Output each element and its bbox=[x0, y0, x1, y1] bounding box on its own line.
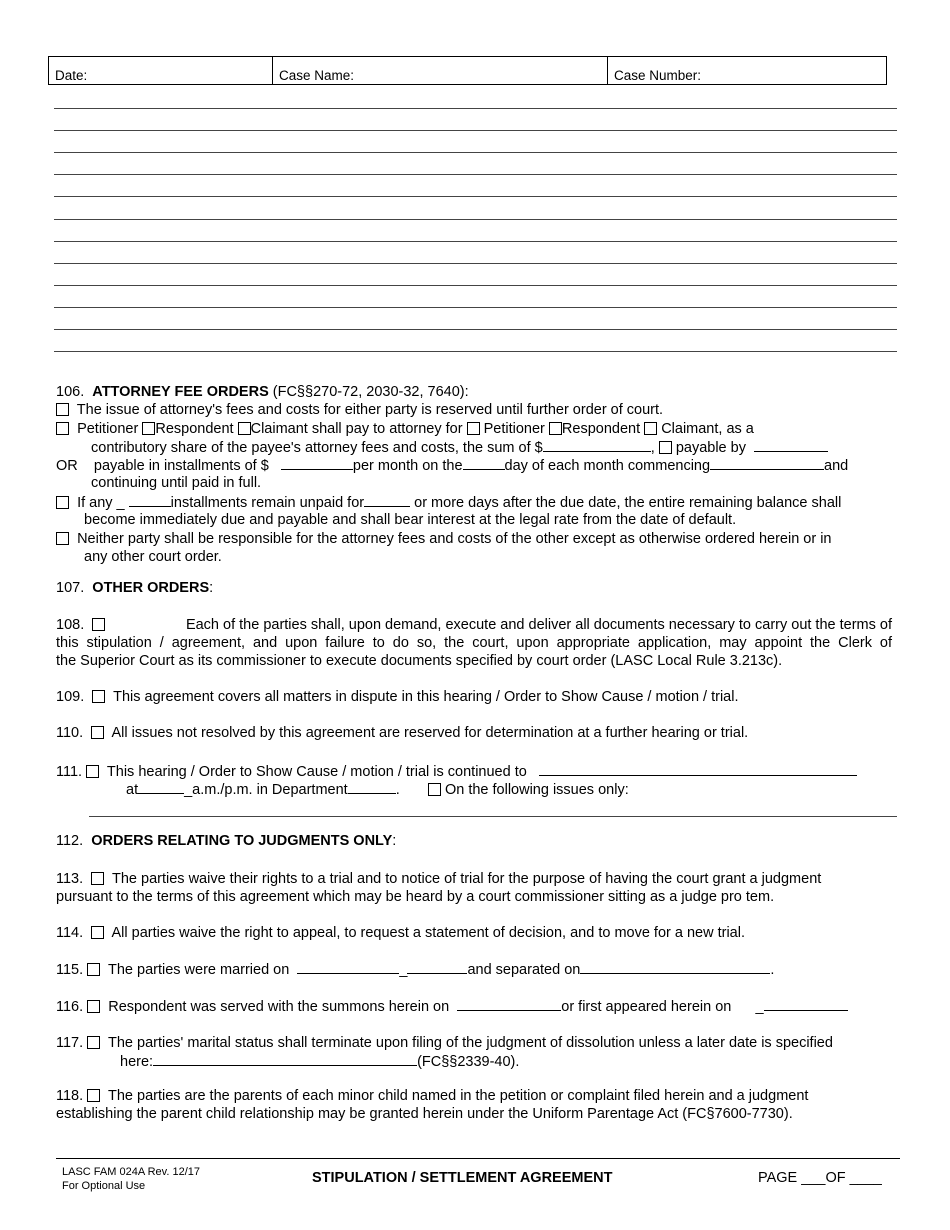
payee-petitioner-checkbox[interactable] bbox=[467, 422, 480, 435]
default-checkbox[interactable] bbox=[56, 496, 69, 509]
fee-sum-row: contributory share of the payee's attorney fees and costs, the sum of $ , payable by bbox=[91, 438, 828, 457]
section-115: 115. The parties were married on _ and separated on . bbox=[56, 962, 775, 978]
section-114: 114. All parties waive the right to appeal, to request a statement of decision, and to move for a new trial. bbox=[56, 925, 745, 941]
section-118-line2: establishing the parent child relationship may be granted herein under the Uniform Parentage Act (FC§7600-7730). bbox=[56, 1106, 793, 1122]
continued-to-field[interactable] bbox=[539, 762, 857, 776]
case-number-label: Case Number: bbox=[614, 68, 702, 83]
footer-divider bbox=[56, 1158, 900, 1159]
date-label: Date: bbox=[55, 68, 88, 83]
section-114-checkbox[interactable] bbox=[91, 926, 104, 939]
section-118: 118. The parties are the parents of each minor child named in the petition or complaint filed herein and a judgment bbox=[56, 1088, 809, 1104]
appeared-date-field[interactable] bbox=[764, 997, 848, 1011]
blank-line[interactable] bbox=[54, 351, 897, 352]
married-date-field[interactable] bbox=[297, 960, 399, 974]
page-number: PAGE ___OF ____ bbox=[758, 1170, 882, 1186]
blank-line[interactable] bbox=[54, 329, 897, 330]
section-109: 109. This agreement covers all matters in dispute in this hearing / Order to Show Cause / motion / trial. bbox=[56, 689, 739, 705]
installments-unpaid-field[interactable] bbox=[129, 493, 171, 507]
section-115-checkbox[interactable] bbox=[87, 963, 100, 976]
section-108-checkbox[interactable] bbox=[92, 618, 105, 631]
date-field[interactable] bbox=[49, 57, 273, 84]
blank-line[interactable] bbox=[54, 174, 897, 175]
section-113: 113. The parties waive their rights to a trial and to notice of trial for the purpose of having the court grant a judgment bbox=[56, 871, 822, 887]
fee-sum-field[interactable] bbox=[543, 438, 651, 452]
fee-reserved-row: The issue of attorney's fees and costs for either party is reserved until further order of court. bbox=[56, 401, 663, 419]
married-date-field-ext[interactable] bbox=[407, 960, 467, 974]
section-108: 108. Each of the parties shall, upon demand, execute and deliver all documents necessary to carry out the terms of this stipulation / agreement, and upon failure to do so, the court, upon appropriate application, may appoint the Clerk of the Superior Court as its commissioner to execute documents specified by court order (LASC Local Rule 3.213c). bbox=[56, 617, 892, 669]
commencing-date-field[interactable] bbox=[710, 456, 824, 470]
blank-line[interactable] bbox=[54, 219, 897, 220]
blank-line[interactable] bbox=[54, 285, 897, 286]
claimant-checkbox[interactable] bbox=[238, 422, 251, 435]
section-106-heading: 106. ATTORNEY FEE ORDERS (FC§§270-72, 2030-32, 7640): bbox=[56, 384, 469, 400]
days-field[interactable] bbox=[364, 493, 410, 507]
blank-line[interactable] bbox=[54, 152, 897, 153]
payee-claimant-checkbox[interactable] bbox=[644, 422, 657, 435]
continuing-text: continuing until paid in full. bbox=[91, 475, 262, 491]
payee-respondent-checkbox[interactable] bbox=[549, 422, 562, 435]
status-termination-date-field[interactable] bbox=[153, 1052, 417, 1066]
installment-amount-field[interactable] bbox=[281, 456, 353, 470]
neither-row: Neither party shall be responsible for the attorney fees and costs of the other except as otherwise ordered herein or in bbox=[56, 530, 832, 548]
blank-line[interactable] bbox=[54, 108, 897, 109]
section-111-checkbox[interactable] bbox=[86, 765, 99, 778]
section-117-checkbox[interactable] bbox=[87, 1036, 100, 1049]
become-due-text: become immediately due and payable and shall bear interest at the legal rate from the date of default. bbox=[84, 512, 737, 528]
installment-day-field[interactable] bbox=[463, 456, 505, 470]
issues-line[interactable] bbox=[89, 816, 897, 817]
default-row: If any _ installments remain unpaid for or more days after the due date, the entire remaining balance shall bbox=[56, 493, 841, 512]
fee-payer-row: Petitioner Respondent Claimant shall pay to attorney for Petitioner Respondent Claimant, as a bbox=[56, 420, 754, 438]
payable-by-field[interactable] bbox=[754, 438, 828, 452]
fee-reserved-checkbox[interactable] bbox=[56, 403, 69, 416]
section-110-checkbox[interactable] bbox=[91, 726, 104, 739]
section-title: ATTORNEY FEE ORDERS bbox=[92, 384, 269, 400]
section-111-time-row: at _a.m./p.m. in Department . On the following issues only: bbox=[126, 782, 629, 798]
section-118-checkbox[interactable] bbox=[87, 1089, 100, 1102]
respondent-checkbox[interactable] bbox=[142, 422, 155, 435]
form-id: LASC FAM 024A Rev. 12/17 bbox=[62, 1166, 200, 1178]
blank-line[interactable] bbox=[54, 307, 897, 308]
neither-party-checkbox[interactable] bbox=[56, 532, 69, 545]
section-116-checkbox[interactable] bbox=[87, 1000, 100, 1013]
case-name-field[interactable] bbox=[273, 57, 608, 84]
section-117-line2: here: (FC§§2339-40). bbox=[120, 1054, 520, 1070]
section-107-heading: 107. OTHER ORDERS: bbox=[56, 580, 214, 596]
separated-date-field[interactable] bbox=[580, 960, 770, 974]
case-header bbox=[48, 56, 887, 85]
form-title: STIPULATION / SETTLEMENT AGREEMENT bbox=[312, 1170, 613, 1186]
case-name-label: Case Name: bbox=[279, 68, 355, 83]
section-111: 111. This hearing / Order to Show Cause / motion / trial is continued to bbox=[56, 762, 857, 781]
blank-line[interactable] bbox=[54, 241, 897, 242]
blank-line[interactable] bbox=[54, 196, 897, 197]
case-number-field[interactable] bbox=[608, 57, 886, 84]
installments-row: OR payable in installments of $ per month on the day of each month commencing and bbox=[56, 458, 849, 474]
section-116: 116. Respondent was served with the summons herein on or first appeared herein on _ bbox=[56, 997, 848, 1016]
optional-use: For Optional Use bbox=[62, 1180, 146, 1192]
blank-line[interactable] bbox=[54, 263, 897, 264]
payable-by-checkbox[interactable] bbox=[659, 441, 672, 454]
any-other-text: any other court order. bbox=[84, 549, 222, 565]
blank-line[interactable] bbox=[54, 130, 897, 131]
department-field[interactable] bbox=[348, 780, 396, 794]
section-110: 110. All issues not resolved by this agreement are reserved for determination at a further hearing or trial. bbox=[56, 725, 749, 741]
fee-pay-checkbox[interactable] bbox=[56, 422, 69, 435]
section-113-checkbox[interactable] bbox=[91, 872, 104, 885]
section-117: 117. The parties' marital status shall terminate upon filing of the judgment of dissolution unless a later date is specified bbox=[56, 1035, 833, 1051]
section-112-heading: 112. ORDERS RELATING TO JUDGMENTS ONLY: bbox=[56, 833, 397, 849]
following-issues-checkbox[interactable] bbox=[428, 783, 441, 796]
time-field[interactable] bbox=[138, 780, 184, 794]
section-113-line2: pursuant to the terms of this agreement which may be heard by a court commissioner sitting as a judge pro tem. bbox=[56, 889, 775, 905]
section-109-checkbox[interactable] bbox=[92, 690, 105, 703]
served-date-field[interactable] bbox=[457, 997, 561, 1011]
